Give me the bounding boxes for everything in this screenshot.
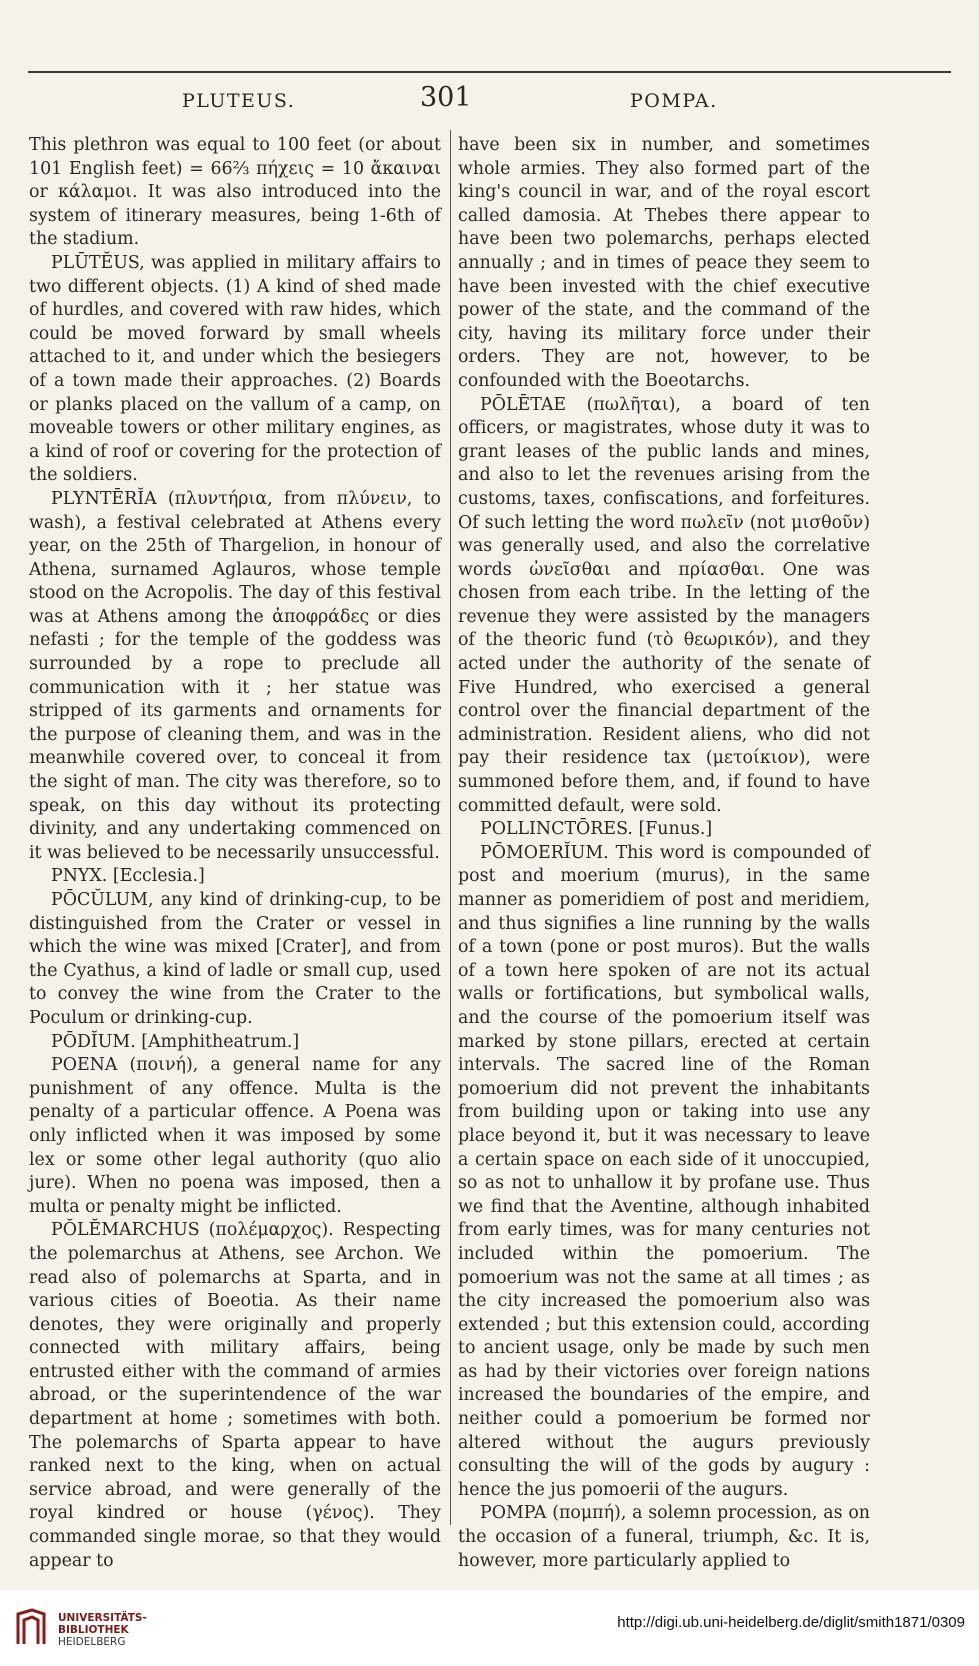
- entry-pluteus: PLŪTĔUS, was applied in military affairs to two different objects. (1) A kind of shed made of hurdles, and covered with raw hides, which could be moved forward by small wheels attached to it, and under which the besiegers of a town made their approaches. (2) Boards or planks placed on the vallum of a camp, on moveable towers or other military engines, as a kind of roof or covering for the protection of the soldiers.: [29, 252, 441, 486]
- page-number: 301: [420, 82, 472, 113]
- header-rule: [28, 71, 951, 73]
- library-name: [58, 1612, 147, 1648]
- source-url-link[interactable]: http://digi.ub.uni-heidelberg.de/diglit/smith1871/0309: [617, 1614, 965, 1631]
- right-column: [458, 134, 870, 1573]
- university-logo-icon: [14, 1608, 48, 1648]
- entry-pollinctores: POLLINCTŌRES. [Funus.]: [480, 819, 713, 840]
- entry-poculum: PŌCŬLUM, any kind of drinking-cup, to be distinguished from the Crater or vessel in which the wine was mixed [Crater], and from the Cyathus, a kind of ladle or small cup, used to convey the wine from the Crater to the Poculum or drinking-cup.: [29, 890, 441, 1028]
- header-left-word: PLUTEUS.: [182, 90, 296, 112]
- entry-plynteria: PLYNTĒRĬA (πλυντήρια, from πλύνειν, to wash), a festival celebrated at Athens every year, on the 25th of Thargelion, in honour of Athena, surnamed Aglauros, whose temple stood on the Acropolis. The day of this festival was at Athens among the ἀποφράδες or dies nefasti ; for the temple of the goddess was surrounded by a rope to preclude all communication with it ; her statue was stripped of its garments and ornaments for the purpose of cleaning them, and was in the meanwhile covered over, to conceal it from the sight of man. The city was therefore, so to speak, on this day without its protecting divinity, and any undertaking commenced on it was believed to be necessarily unsuccessful.: [29, 488, 441, 863]
- paragraph-polemarchus-cont: have been six in number, and sometimes whole armies. They also formed part of the king's council in war, and of the royal escort called damosia. At Thebes there appear to have been two polemarchs, perhaps elected annually ; and in times of peace they seem to have been invested with the chief executive power of the state, and the command of the city, having its military force under their orders. They are not, however, to be confounded with the Boeotarchs.: [458, 135, 870, 391]
- paragraph-plethron: This plethron was equal to 100 feet (or about 101 English feet) = 66⅔ πήχεις = 10 ἄκαιναι or κάλαμοι. It was also introduced into the system of itinerary measures, being 1-6th of the stadium.: [29, 135, 441, 250]
- running-header: [0, 82, 979, 122]
- library-line-1: UNIVERSITÄTS-: [58, 1612, 147, 1624]
- entry-polemarchus: PŎLĔMARCHUS (πολέμαρχος). Respecting the polemarchus at Athens, see Archon. We read also of polemarchs at Sparta, and in various cities of Boeotia. As their name denotes, they were originally and properly connected with military affairs, being entrusted either with the command of armies abroad, or the superintendence of the war department at home ; sometimes with both. The polemarchs of Sparta appear to have ranked next to the king, when on actual service abroad, and were generally of the royal kindred or house (γένος). They commanded single morae, so that they would appear to: [29, 1220, 441, 1571]
- entry-podium: PŌDĬUM. [Amphitheatrum.]: [51, 1031, 300, 1052]
- library-line-2: BIBLIOTHEK: [58, 1624, 129, 1636]
- entry-poletae: PŌLĒTAE (πωλῆται), a board of ten officers, or magistrates, whose duty it was to grant leases of the public lands and mines, and also to let the revenues arising from the customs, taxes, confiscations, and forfeitures. Of such letting the word πωλεῖν (not μισθοῦν) was generally used, and also the correlative words ὠνεῖσθαι and πρίασθαι. One was chosen from each tribe. In the letting of the revenue they were assisted by the managers of the theoric fund (τὸ θεωρικόν), and they acted under the authority of the senate of Five Hundred, who exercised a general control over the financial department of the administration. Resident aliens, who did not pay their residence tax (μετοίκιον), were summoned before them, and, if found to have committed default, were sold.: [458, 394, 870, 816]
- left-column: [29, 134, 441, 1573]
- footer-bar: [0, 1590, 979, 1666]
- header-right-word: POMPA.: [630, 90, 718, 112]
- column-divider: [450, 130, 451, 1525]
- entry-pnyx: PNYX. [Ecclesia.]: [51, 866, 205, 887]
- entry-pomoerium: PŌMOERĬUM. This word is compounded of post and moerium (murus), in the same manner as pomeridiem of post and meridiem, and thus signifies a line running by the walls of a town (pone or post muros). But the walls of a town here spoken of are not its actual walls or fortifications, but symbolical walls, and the course of the pomoerium itself was marked by stone pillars, erected at certain intervals. The sacred line of the Roman pomoerium did not prevent the inhabitants from building upon or taking into use any place beyond it, but it was necessary to leave a certain space on each side of it unoccupied, so as not to unhallow it by profane use. Thus we find that the Aventine, although inhabited from early times, was for many centuries not included within the pomoerium. The pomoerium was not the same at all times ; as the city increased the pomoerium also was extended ; but this extension could, according to ancient usage, only be made by such men as had by their victories over foreign nations increased the boundaries of the empire, and neither could a pomoerium be formed nor altered without the augurs previously consulting the will of the gods by augury : hence the jus pomoerii of the augurs.: [458, 842, 870, 1500]
- entry-poena: POENA (ποινή), a general name for any punishment of any offence. Multa is the penalty of a particular offence. A Poena was only inflicted when it was imposed by some lex or some other legal authority (quo alio jure). When no poena was imposed, then a multa or penalty might be inflicted.: [29, 1055, 441, 1217]
- library-line-3: HEIDELBERG: [58, 1636, 126, 1648]
- entry-pompa: POMPA (πομπή), a solemn procession, as on the occasion of a funeral, triumph, &c. It is, however, more particularly applied to: [458, 1503, 870, 1571]
